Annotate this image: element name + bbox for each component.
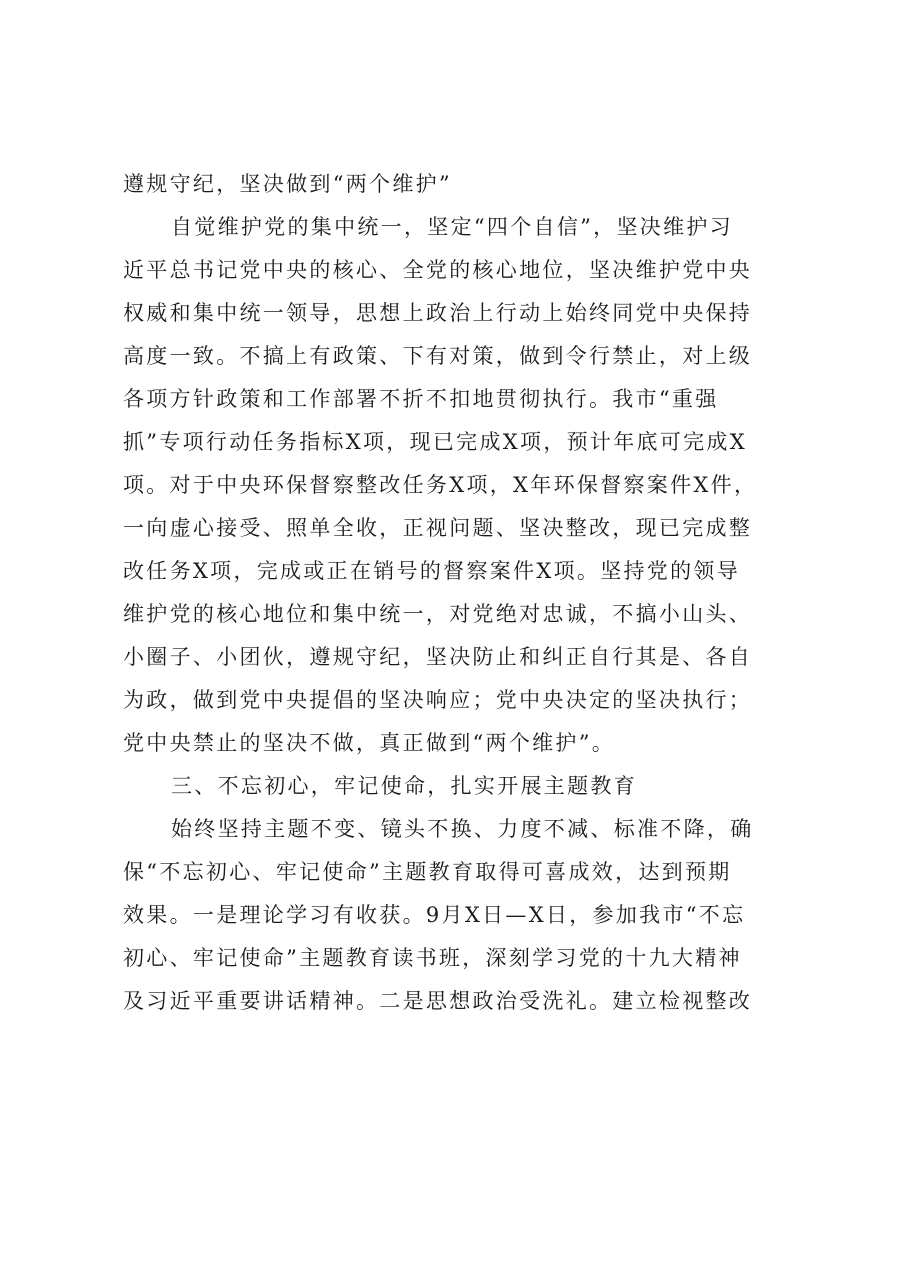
text-line: 为政，做到党中央提倡的坚决响应；党中央决定的坚决执行； bbox=[123, 688, 753, 712]
text-line: 一向虚心接受、照单全收，正视问题、坚决整改，现已完成整 bbox=[123, 516, 753, 540]
text-line: 及习近平重要讲话精神。二是思想政治受洗礼。建立检视整改 bbox=[123, 989, 753, 1013]
text-line: 自觉维护党的集中统一，坚定“四个自信”，坚决维护习 bbox=[171, 215, 733, 239]
text-line: 效果。一是理论学习有收获。9月X日—X日，参加我市“不忘 bbox=[123, 903, 746, 927]
text-line: 改任务X项，完成或正在销号的督察案件X项。坚持党的领导 bbox=[123, 559, 740, 583]
text-line: 始终坚持主题不变、镜头不换、力度不减、标准不降，确 bbox=[171, 817, 754, 841]
text-line: 抓”专项行动任务指标X项，现已完成X项，预计年底可完成X bbox=[123, 430, 747, 454]
text-line: 维护党的核心地位和集中统一，对党绝对忠诚，不搞小山头、 bbox=[123, 602, 753, 626]
text-line: 初心、牢记使命”主题教育读书班，深刻学习党的十九大精神 bbox=[123, 946, 742, 970]
text-line: 各项方针政策和工作部署不折不扣地贯彻执行。我市“重强 bbox=[123, 387, 719, 411]
text-line: 小圈子、小团伙，遵规守纪，坚决防止和纠正自行其是、各自 bbox=[123, 645, 753, 669]
text-line: 近平总书记党中央的核心、全党的核心地位，坚决维护党中央 bbox=[123, 258, 753, 282]
section-heading: 三、不忘初心，牢记使命，扎实开展主题教育 bbox=[171, 774, 637, 798]
document-body bbox=[123, 163, 803, 1023]
text-line: 项。对于中央环保督察整改任务X项，X年环保督察案件X件， bbox=[123, 473, 758, 497]
text-line: 遵规守纪，坚决做到“两个维护” bbox=[123, 172, 452, 196]
text-line: 保“不忘初心、牢记使命”主题教育取得可喜成效，达到预期 bbox=[123, 860, 732, 884]
text-line: 权威和集中统一领导，思想上政治上行动上始终同党中央保持 bbox=[123, 301, 753, 325]
text-line: 党中央禁止的坚决不做，真正做到“两个维护”。 bbox=[123, 731, 616, 755]
text-line: 高度一致。不搞上有政策、下有对策，做到令行禁止，对上级 bbox=[123, 344, 753, 368]
